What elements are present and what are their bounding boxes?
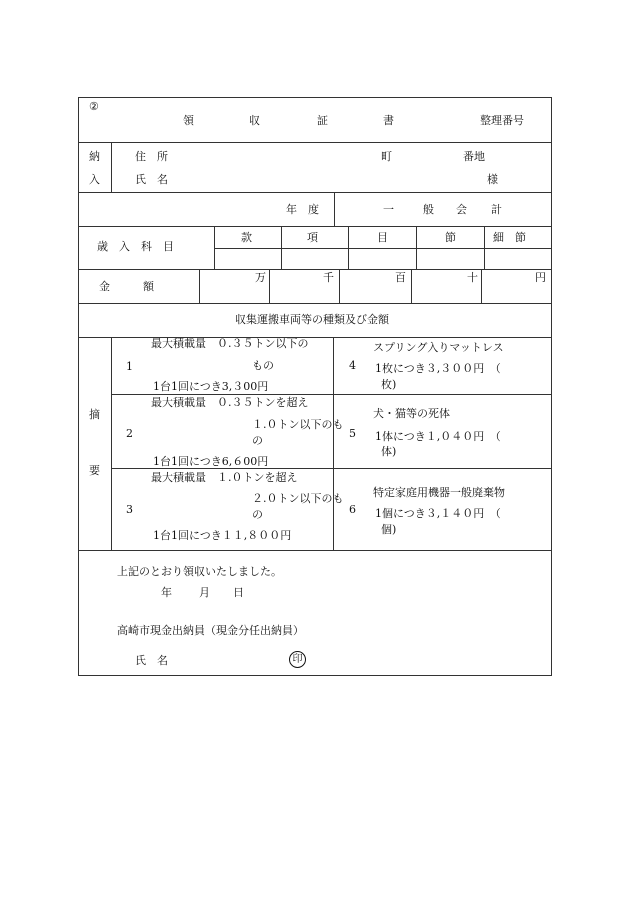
item-6-line3: 個) [381,523,397,536]
item-1-line2: もの [252,359,274,372]
col-saisetsu: 細 節 [493,231,526,244]
sama-label: 様 [487,173,498,186]
payer-label-nyu: 入 [89,173,100,186]
unit-sen: 千 [323,271,334,284]
item-2-line2a: １.０トン以下のも [252,418,344,431]
item-6-num: 6 [349,503,356,516]
kaikei-char-4: 計 [491,203,502,216]
col-kan: 款 [241,231,252,244]
section-title: 収集運搬車両等の種類及び金額 [235,313,389,326]
item-1-line1: 最大積載量 ０.３５トン以下の [151,337,309,350]
seiri-bango-label: 整理番号 [480,114,524,127]
name-label: 氏 名 [135,173,168,186]
unit-ju: 十 [467,271,478,284]
item-3-line2a: ２.０トン以下のも [252,492,344,505]
title-char-4: 書 [383,114,394,127]
item-1-num: 1 [126,360,133,373]
date-day-label: 日 [233,586,244,599]
item-2-line1: 最大積載量 ０.３５トンを超え [151,396,309,409]
date-month-label: 月 [199,586,210,599]
tekiyo-char-2: 要 [89,464,100,477]
unit-hyaku: 百 [395,271,406,284]
item-6-line2: 1個につき３,１４０円 （ [375,507,501,520]
kaikei-char-3: 会 [456,203,467,216]
circled-number: ② [89,100,99,113]
tekiyo-char-1: 摘 [89,408,100,421]
item-2-num: 2 [126,427,133,440]
item-3-num: 3 [126,503,133,516]
item-5-line3: 体) [381,445,397,458]
item-2-line2b: の [252,434,263,447]
payer-label-no: 納 [89,150,100,163]
item-1-price: 1台1回につき3,３00円 [153,380,269,393]
item-5-num: 5 [349,427,356,440]
date-year-label: 年 [161,586,172,599]
seal-mark: 印 [289,651,306,668]
cho-label: 町 [381,150,392,163]
receipt-form [78,97,552,676]
item-4-line3: 枚) [381,378,397,391]
amount-label: 金 額 [99,280,154,293]
col-moku: 目 [377,231,388,244]
kaikei-char-2: 般 [423,203,434,216]
officer-name-label: 氏 名 [135,654,168,667]
title-char-3: 証 [317,114,328,127]
item-4-line1: スプリング入りマットレス [373,341,504,354]
kaikei-char-1: 一 [383,203,394,216]
title-char-2: 収 [249,114,260,127]
item-4-num: 4 [349,359,356,372]
unit-en: 円 [535,271,546,284]
account-label: 歳 入 科 目 [97,240,174,253]
col-ko: 項 [307,231,318,244]
title-char-1: 領 [183,114,194,127]
banchi-label: 番地 [463,150,485,163]
address-label: 住 所 [135,150,168,163]
item-3-line2b: の [252,508,263,521]
received-statement: 上記のとおり領収いたしました。 [117,565,282,578]
officer-title: 高崎市現金出納員（現金分任出納員） [117,624,304,637]
item-4-line2: 1枚につき３,３００円 （ [375,362,501,375]
item-3-line1: 最大積載量 １.０トンを超え [151,471,298,484]
item-5-line2: 1体につき１,０４０円 （ [375,430,501,443]
unit-man: 万 [255,271,266,284]
col-setsu: 節 [445,231,456,244]
item-3-price: 1台1回につき１１,８００円 [153,529,292,542]
nendo-label: 年 度 [286,203,319,216]
item-5-line1: 犬・猫等の死体 [373,407,450,420]
item-6-line1: 特定家庭用機器一般廃棄物 [373,486,505,499]
item-2-price: 1台1回につき6,６00円 [153,455,269,468]
